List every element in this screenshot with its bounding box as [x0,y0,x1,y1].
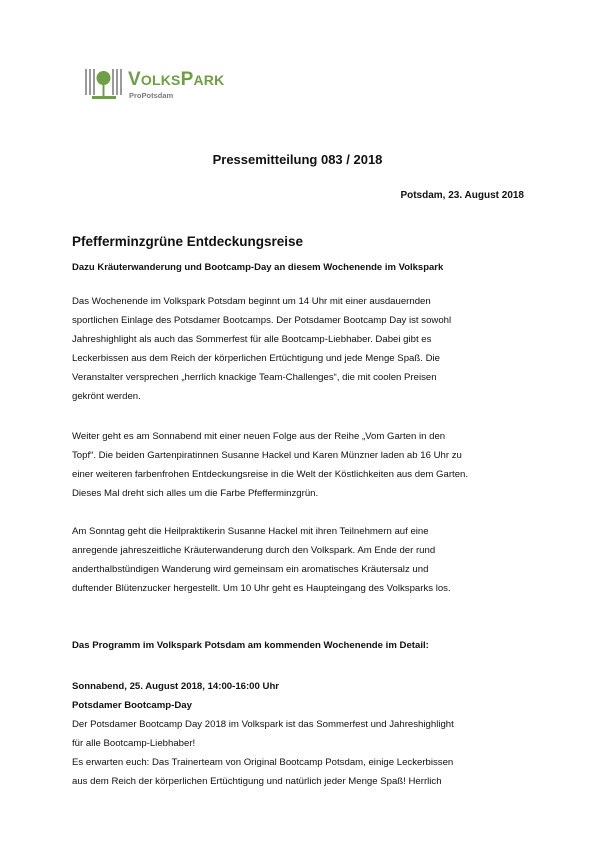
text-line: einer weiteren farbenfrohen Entdeckungsreise in die Welt der Köstlichkeiten aus dem Garten. [72,469,469,480]
text-line: Leckerbissen aus dem Reich der körperlichen Ertüchtigung und jede Menge Spaß. Die [72,353,440,364]
event-title: Potsdamer Bootcamp-Day [72,700,192,711]
text-line: Topf“. Die beiden Gartenpiratinnen Susanne Hackel und Karen Münzner laden ab 16 Uhr zu [72,450,462,461]
headline: Pfefferminzgrüne Entdeckungsreise [72,234,304,249]
text-line: duftender Blütenzucker hergestellt. Um 10 Uhr geht es Haupteingang des Volksparks los. [72,583,451,594]
text-line: Der Potsdamer Bootcamp Day 2018 im Volkspark ist das Sommerfest und Jahreshighlight [72,719,454,730]
paragraph-2 [72,427,532,503]
volkspark-emblem-icon [84,67,124,103]
volkspark-logo [84,67,254,107]
subheadline: Dazu Kräuterwanderung und Bootcamp-Day an diesem Wochenende im Volkspark [72,262,444,273]
press-release-date: Potsdam, 23. August 2018 [400,190,524,201]
text-line: gekrönt werden. [72,391,141,402]
text-line: Am Sonntag geht die Heilpraktikerin Susanne Hackel mit ihren Teilnehmern auf eine [72,526,429,537]
text-line: Jahreshighlight als auch das Sommerfest für alle Bootcamp-Liebhaber. Dabei gibt es [72,334,432,345]
paragraph-1 [72,292,532,406]
text-line: sportlichen Einlage des Potsdamer Bootcamps. Der Potsdamer Bootcamp Day ist sowohl [72,315,452,326]
program-heading: Das Programm im Volkspark Potsdam am kommenden Wochenende im Detail: [72,640,429,651]
text-line: Dieses Mal dreht sich alles um die Farbe Pfefferminzgrün. [72,488,319,499]
paragraph-3 [72,522,532,598]
text-line: Veranstalter versprechen „herrlich knackige Team-Challenges“, die mit coolen Preisen [72,372,437,383]
logo-subtitle: ProPotsdam [129,91,174,100]
text-line: Weiter geht es am Sonnabend mit einer neuen Folge aus der Reihe „Vom Garten in den [72,431,446,442]
logo-wordmark: VOLKSPARK [128,69,225,90]
text-line: Das Wochenende im Volkspark Potsdam beginnt um 14 Uhr mit einer ausdauernden [72,296,431,307]
text-line: aus dem Reich der körperlichen Ertüchtigung und natürlich jeder Menge Spaß! Herrlich [72,776,442,787]
text-line: anderthalbstündigen Wanderung wird gemeinsam ein aromatisches Kräutersalz und [72,564,429,575]
text-line: für alle Bootcamp-Liebhaber! [72,738,196,749]
text-line: anregende jahreszeitliche Kräuterwanderung durch den Volkspark. Am Ende der rund [72,545,436,556]
event-date: Sonnabend, 25. August 2018, 14:00-16:00 Uhr [72,681,280,692]
text-line: Es erwarten euch: Das Trainerteam von Original Bootcamp Potsdam, einige Leckerbissen [72,757,454,768]
press-release-title: Pressemitteilung 083 / 2018 [212,152,383,167]
program-section [72,677,532,791]
